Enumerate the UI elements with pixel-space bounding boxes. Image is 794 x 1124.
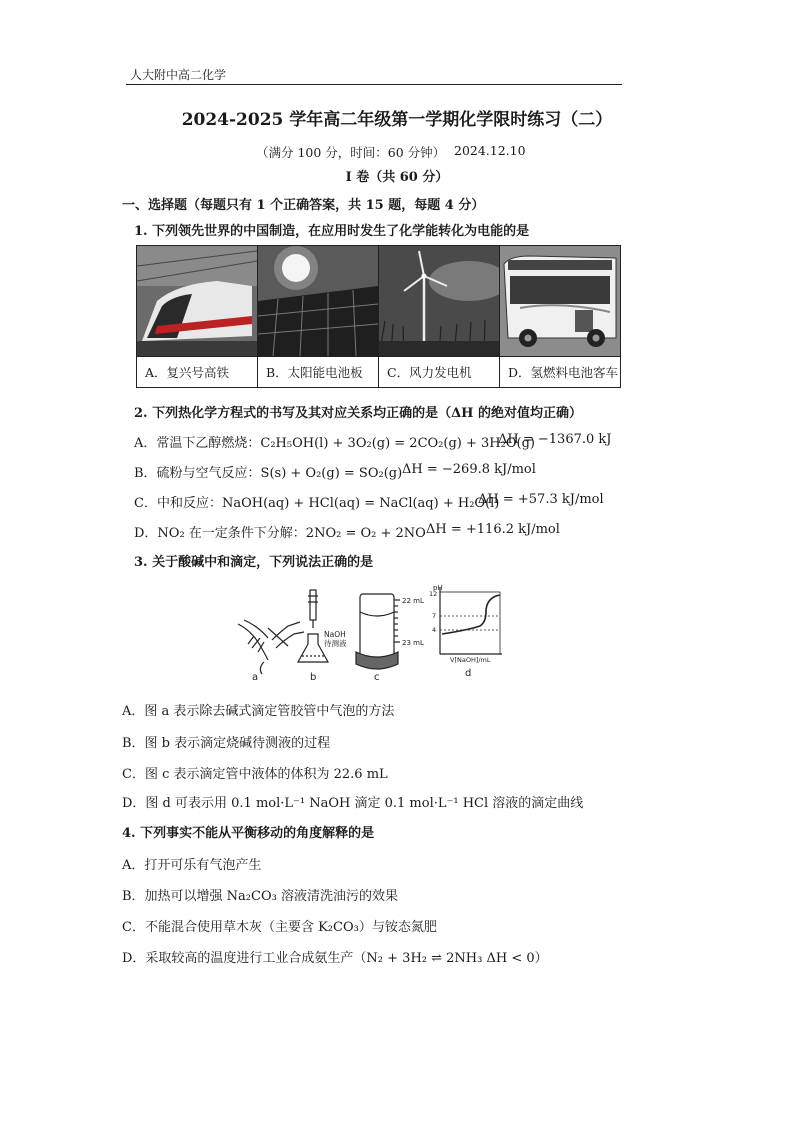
q2-option-c-enthalpy: ΔH = +57.3 kJ/mol xyxy=(478,492,604,507)
q4-stem: 4. 下列事实不能从平衡移动的角度解释的是 xyxy=(122,826,375,841)
header-school: 人大附中高二化学 xyxy=(130,68,227,82)
train-image xyxy=(137,246,257,356)
q2-option-d-enthalpy: ΔH = +116.2 kJ/mol xyxy=(426,522,560,537)
solar-panel-image xyxy=(258,246,378,356)
q2-option-d: D．NO₂ 在一定条件下分解：2NO₂ = O₂ + 2NO xyxy=(134,526,426,541)
figure-d-label: d xyxy=(465,668,472,679)
figure-d-tick-4: 4 xyxy=(432,626,437,634)
q3-option-c: C．图 c 表示滴定管中液体的体积为 22.6 mL xyxy=(122,767,388,782)
figure-d-tick-12: 12 xyxy=(429,590,438,598)
q3-figure xyxy=(228,582,518,682)
figure-b-label-sample: 待测液 xyxy=(324,639,347,648)
figure-b-label: b xyxy=(310,672,317,682)
q1-stem: 1. 下列领先世界的中国制造，在应用时发生了化学能转化为电能的是 xyxy=(134,224,530,239)
figure-d-x-axis: V[NaOH]/mL xyxy=(450,656,491,664)
q1-option-c: C．风力发电机 xyxy=(379,357,500,388)
wind-turbine-image xyxy=(379,246,499,356)
figure-d-curve xyxy=(440,588,502,654)
q4-option-c: C．不能混合使用草木灰（主要含 K₂CO₃）与铵态氮肥 xyxy=(122,920,437,935)
q1-option-a: A．复兴号高铁 xyxy=(137,357,258,388)
figure-c-bottom-reading: 23 mL xyxy=(402,639,424,647)
q1-image-table xyxy=(136,245,621,388)
figure-c-burette xyxy=(356,594,400,669)
figure-a-label: a xyxy=(252,672,259,682)
figure-d-y-axis: pH xyxy=(433,584,443,592)
q2-option-c: C．中和反应：NaOH(aq) + HCl(aq) = NaCl(aq) + H₂O(l) xyxy=(134,496,500,511)
figure-c-label: c xyxy=(374,672,380,682)
q1-option-b: B．太阳能电池板 xyxy=(258,357,379,388)
q4-option-d: D．采取较高的温度进行工业合成氨生产（N₂ + 3H₂ ⇌ 2NH₃ ΔH < 0） xyxy=(122,951,548,966)
q1-option-d: D．氢燃料电池客车 xyxy=(500,357,621,388)
header-rule xyxy=(126,84,622,85)
q2-stem: 2. 下列热化学方程式的书写及其对应关系均正确的是（ΔH 的绝对值均正确） xyxy=(134,406,582,421)
figure-a-hands xyxy=(238,620,304,674)
q4-option-a: A．打开可乐有气泡产生 xyxy=(122,858,262,873)
volume-heading: I 卷（共 60 分） xyxy=(345,170,449,185)
q2-option-b: B．硫粉与空气反应：S(s) + O₂(g) = SO₂(g) xyxy=(134,466,403,481)
figure-b-flask xyxy=(298,590,328,662)
page-title: 2024-2025 学年高二年级第一学期化学限时练习（二） xyxy=(181,110,613,130)
figure-b-label-naoh: NaOH xyxy=(324,630,346,639)
q2-option-a: A．常温下乙醇燃烧：C₂H₅OH(l) + 3O₂(g) = 2CO₂(g) + 3H₂O(g) xyxy=(134,436,535,451)
q4-option-b: B．加热可以增强 Na₂CO₃ 溶液清洗油污的效果 xyxy=(122,889,398,904)
q3-option-a: A．图 a 表示除去碱式滴定管胶管中气泡的方法 xyxy=(122,704,395,719)
figure-d-tick-7: 7 xyxy=(432,612,437,620)
figure-c-top-reading: 22 mL xyxy=(402,597,424,605)
section-heading: 一、选择题（每题只有 1 个正确答案，共 15 题，每题 4 分） xyxy=(122,198,485,213)
exam-info: （满分 100 分，时间：60 分钟） xyxy=(256,145,446,160)
hydrogen-bus-image xyxy=(500,246,620,356)
q3-stem: 3. 关于酸碱中和滴定，下列说法正确的是 xyxy=(134,555,374,570)
q2-option-b-enthalpy: ΔH = −269.8 kJ/mol xyxy=(402,462,536,477)
q2-option-a-enthalpy: ΔH = −1367.0 kJ xyxy=(498,432,612,447)
q3-option-d: D．图 d 可表示用 0.1 mol·L⁻¹ NaOH 滴定 0.1 mol·L⁻¹ HCl 溶液的滴定曲线 xyxy=(122,796,584,811)
exam-date: 2024.12.10 xyxy=(454,143,526,158)
q3-option-b: B．图 b 表示滴定烧碱待测液的过程 xyxy=(122,736,331,751)
